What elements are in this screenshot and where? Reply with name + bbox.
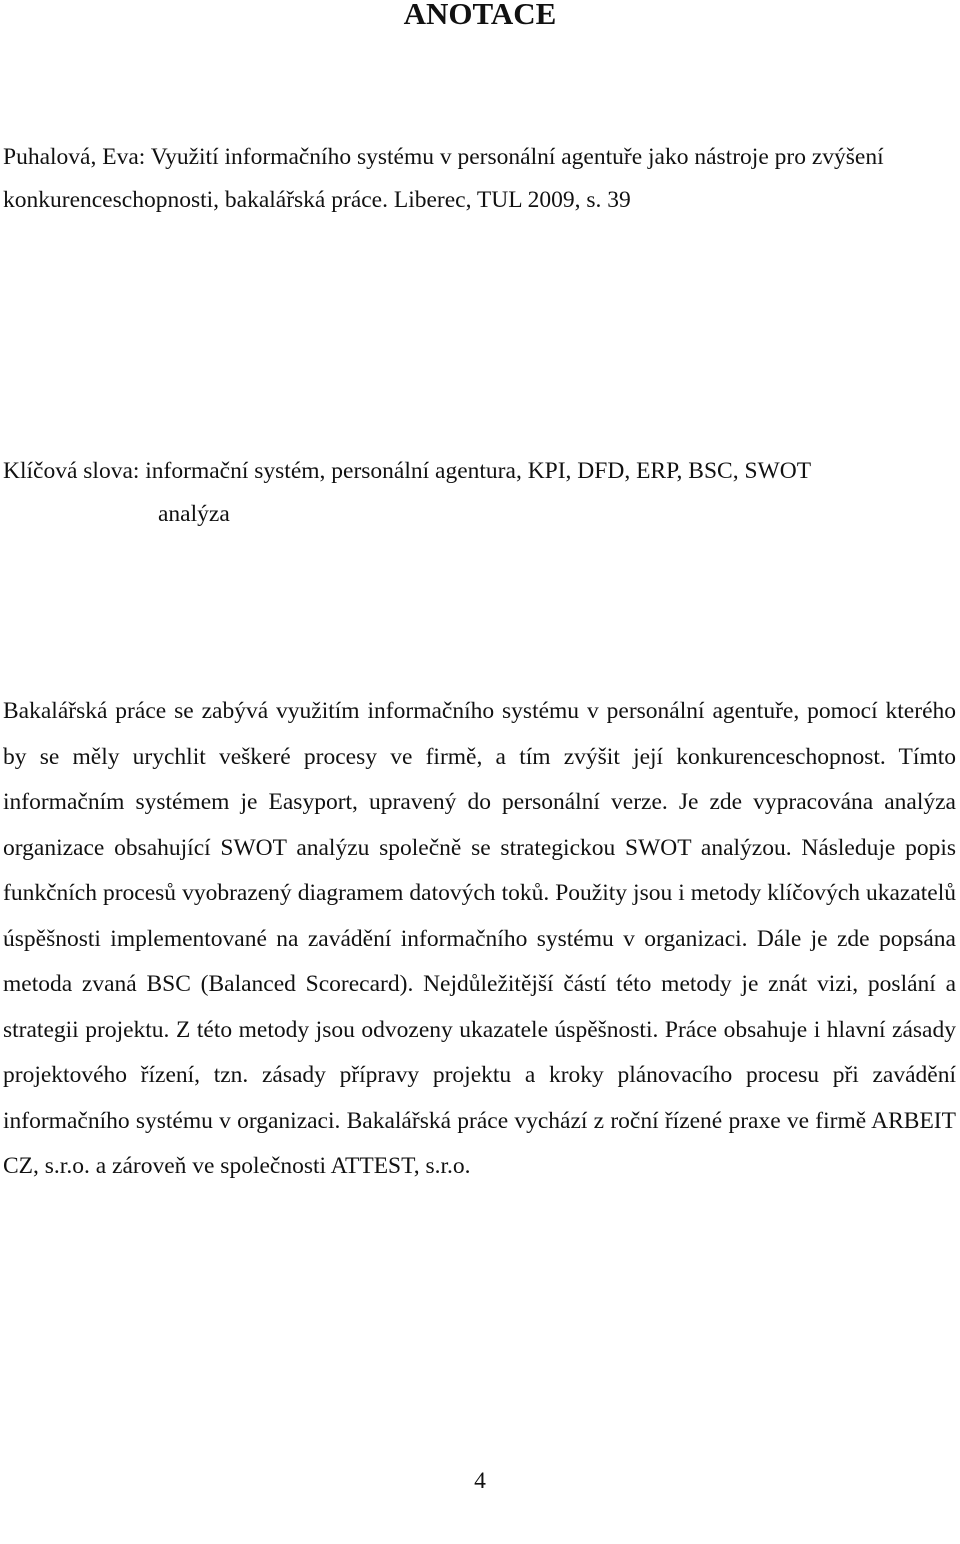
- abstract-paragraph: Bakalářská práce se zabývá využitím informačního systému v personální agentuře, pomocí kterého by se měly urychlit veškeré procesy ve firmě, a tím zvýšit její konkurenceschopnost. Tímto informačním systémem je Easyport, upravený do personální verze. Je zde vypracována analýza organizace obsahující SWOT analýzu společně se strategickou SWOT analýzou. Následuje popis funkčních procesů vyobrazený diagramem datových toků. Použity jsou i metody klíčových ukazatelů úspěšnosti implementované na zavádění informačního systému v organizaci. Dále je zde popsána metoda zvaná BSC (Balanced Scorecard). Nejdůležitější částí této metody je znát vizi, poslání a strategii projektu. Z této metody jsou odvozeny ukazatele úspěšnosti. Práce obsahuje i hlavní zásady projektového řízení, tzn. zásady přípravy projektu a kroky plánovacího procesu při zavádění informačního systému v organizaci. Bakalářská práce vychází z roční řízené praxe ve firmě ARBEIT CZ, s.r.o. a zároveň ve společnosti ATTEST, s.r.o.: [3, 698, 956, 1179]
- keywords-line-1: Klíčová slova: informační systém, personální agentura, KPI, DFD, ERP, BSC, SWOT: [3, 458, 812, 484]
- bibliographic-citation: Puhalová, Eva: Využití informačního systému v personální agentuře jako nástroje pro zvýšení konkurenceschopnosti, bakalářská práce. Liberec, TUL 2009, s. 39: [3, 144, 884, 213]
- keywords-line-2: analýza: [158, 501, 230, 527]
- page-number: 4: [474, 1468, 486, 1494]
- keywords-paragraph: [3, 450, 953, 536]
- page-title: ANOTACE: [403, 0, 557, 31]
